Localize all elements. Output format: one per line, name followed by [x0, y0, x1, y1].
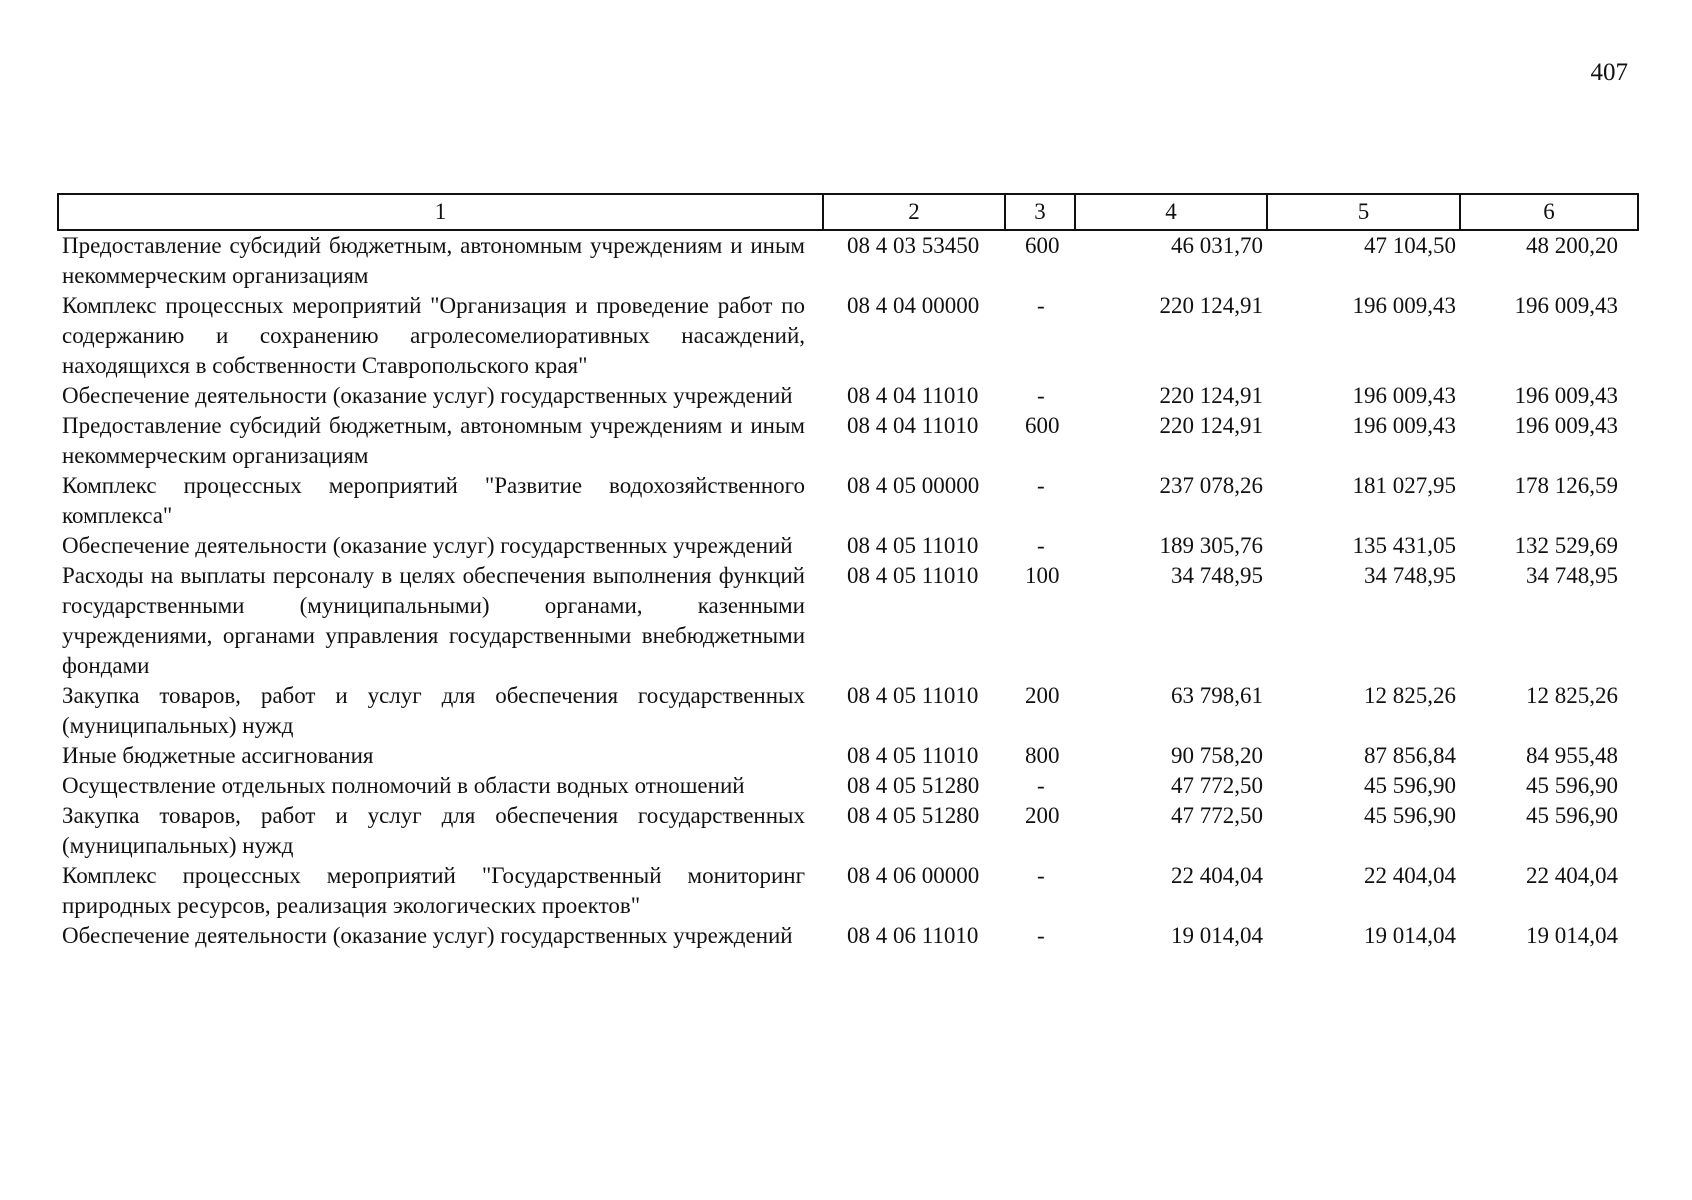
row-name: Комплекс процессных мероприятий "Организация и проведение работ по содержанию и сохранению агролесомелиоративных насаждений, находящихся в собственности Ставропольского края" [62, 293, 805, 378]
row-amount-6: 19 014,04 [1526, 923, 1618, 948]
row-name: Обеспечение деятельности (оказание услуг) государственных учреждений [62, 923, 793, 948]
row-code: 08 4 04 11010 [847, 413, 979, 438]
budget-table [57, 193, 1639, 951]
row-amount-5: 22 404,04 [1364, 863, 1456, 888]
row-expense-type: - [1037, 863, 1045, 888]
row-name: Закупка товаров, работ и услуг для обеспечения государственных (муниципальных) нужд [62, 803, 805, 858]
row-amount-6: 12 825,26 [1526, 683, 1618, 708]
table-row [58, 771, 1638, 801]
table-row [58, 531, 1638, 561]
row-code: 08 4 05 11010 [847, 743, 979, 768]
row-amount-4: 63 798,61 [1171, 683, 1263, 708]
row-amount-5: 87 856,84 [1364, 743, 1456, 768]
row-code: 08 4 03 53450 [847, 233, 980, 258]
row-name: Обеспечение деятельности (оказание услуг) государственных учреждений [62, 533, 793, 558]
row-expense-type: - [1037, 383, 1045, 408]
table-row [58, 801, 1638, 861]
table-row [58, 861, 1638, 921]
table-row [58, 681, 1638, 741]
row-amount-6: 196 009,43 [1514, 413, 1618, 438]
column-header-6: 6 [1460, 194, 1638, 230]
row-amount-6: 132 529,69 [1514, 533, 1618, 558]
row-amount-6: 45 596,90 [1526, 773, 1618, 798]
table-row [58, 471, 1638, 531]
row-amount-5: 12 825,26 [1364, 683, 1456, 708]
column-header-5: 5 [1267, 194, 1460, 230]
page-number: 407 [1590, 59, 1628, 86]
row-code: 08 4 05 51280 [847, 803, 980, 828]
row-code: 08 4 04 11010 [847, 383, 979, 408]
row-code: 08 4 04 00000 [847, 293, 980, 318]
column-header-1: 1 [58, 194, 823, 230]
row-amount-5: 45 596,90 [1364, 773, 1456, 798]
row-amount-4: 47 772,50 [1171, 773, 1263, 798]
row-amount-6: 178 126,59 [1514, 473, 1618, 498]
header-row [58, 194, 1638, 230]
row-amount-4: 220 124,91 [1159, 293, 1263, 318]
row-code: 08 4 05 11010 [847, 533, 979, 558]
row-name: Предоставление субсидий бюджетным, автономным учреждениям и иным некоммерческим организациям [62, 413, 805, 468]
table-header [58, 194, 1638, 230]
row-amount-6: 34 748,95 [1526, 563, 1618, 588]
row-expense-type: - [1037, 923, 1045, 948]
row-name: Осуществление отдельных полномочий в области водных отношений [62, 773, 745, 798]
row-expense-type: 600 [1025, 413, 1060, 438]
row-name: Обеспечение деятельности (оказание услуг) государственных учреждений [62, 383, 793, 408]
row-code: 08 4 06 00000 [847, 863, 980, 888]
row-amount-6: 84 955,48 [1526, 743, 1618, 768]
row-code: 08 4 06 11010 [847, 923, 979, 948]
row-name: Закупка товаров, работ и услуг для обеспечения государственных (муниципальных) нужд [62, 683, 805, 738]
row-amount-4: 47 772,50 [1171, 803, 1263, 828]
table-row [58, 411, 1638, 471]
row-name: Иные бюджетные ассигнования [62, 743, 374, 768]
row-expense-type: 200 [1025, 803, 1060, 828]
row-name: Расходы на выплаты персоналу в целях обеспечения выполнения функций государственными (муниципальными) органами, казенными учреждениями, органами управления государственными внебюджетными фондами [62, 563, 805, 678]
row-name: Комплекс процессных мероприятий "Развитие водохозяйственного комплекса" [62, 473, 805, 528]
row-amount-6: 196 009,43 [1514, 383, 1618, 408]
row-amount-4: 19 014,04 [1171, 923, 1263, 948]
table-row [58, 741, 1638, 771]
row-amount-5: 196 009,43 [1352, 293, 1456, 318]
row-code: 08 4 05 11010 [847, 683, 979, 708]
row-amount-5: 47 104,50 [1364, 233, 1456, 258]
row-expense-type: - [1037, 473, 1045, 498]
row-amount-5: 45 596,90 [1364, 803, 1456, 828]
table-row [58, 921, 1638, 951]
row-amount-4: 34 748,95 [1171, 563, 1263, 588]
table-row [58, 291, 1638, 381]
row-expense-type: - [1037, 533, 1045, 558]
row-amount-5: 34 748,95 [1364, 563, 1456, 588]
row-name: Комплекс процессных мероприятий "Государственный мониторинг природных ресурсов, реализация экологических проектов" [62, 863, 805, 918]
row-expense-type: 200 [1025, 683, 1060, 708]
row-name: Предоставление субсидий бюджетным, автономным учреждениям и иным некоммерческим организациям [62, 233, 805, 288]
row-amount-6: 22 404,04 [1526, 863, 1618, 888]
row-amount-4: 90 758,20 [1171, 743, 1263, 768]
row-amount-4: 46 031,70 [1171, 233, 1263, 258]
row-expense-type: 100 [1025, 563, 1060, 588]
column-header-2: 2 [823, 194, 1005, 230]
row-code: 08 4 05 51280 [847, 773, 980, 798]
row-amount-4: 220 124,91 [1159, 413, 1263, 438]
column-header-4: 4 [1075, 194, 1267, 230]
row-amount-5: 196 009,43 [1352, 383, 1456, 408]
table-row [58, 381, 1638, 411]
row-expense-type: - [1037, 773, 1045, 798]
row-amount-6: 45 596,90 [1526, 803, 1618, 828]
row-amount-4: 189 305,76 [1159, 533, 1263, 558]
row-amount-4: 22 404,04 [1171, 863, 1263, 888]
table-row [58, 230, 1638, 291]
row-code: 08 4 05 11010 [847, 563, 979, 588]
row-amount-4: 220 124,91 [1159, 383, 1263, 408]
row-expense-type: 600 [1025, 233, 1060, 258]
table-body [58, 230, 1638, 951]
row-amount-4: 237 078,26 [1159, 473, 1263, 498]
table-row [58, 561, 1638, 681]
row-code: 08 4 05 00000 [847, 473, 980, 498]
row-expense-type: 800 [1025, 743, 1060, 768]
row-expense-type: - [1037, 293, 1045, 318]
row-amount-5: 181 027,95 [1352, 473, 1456, 498]
row-amount-6: 196 009,43 [1514, 293, 1618, 318]
row-amount-5: 135 431,05 [1352, 533, 1456, 558]
row-amount-6: 48 200,20 [1526, 233, 1618, 258]
column-header-3: 3 [1005, 194, 1075, 230]
row-amount-5: 196 009,43 [1352, 413, 1456, 438]
row-amount-5: 19 014,04 [1364, 923, 1456, 948]
